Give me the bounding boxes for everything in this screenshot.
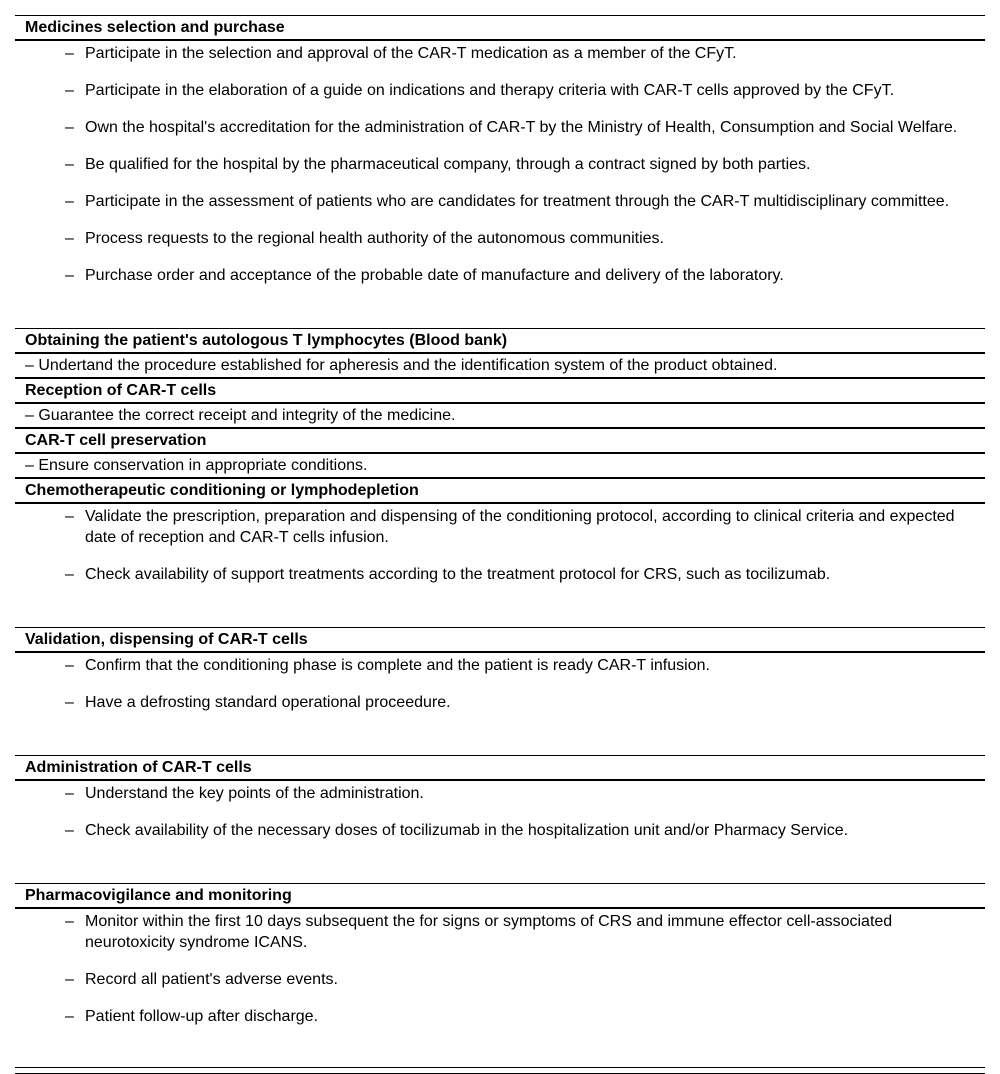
list-item <box>65 1006 985 1027</box>
section-spacer <box>15 302 985 328</box>
list-item-text: Have a defrosting standard operational proceedure. <box>85 694 451 711</box>
section <box>15 479 985 627</box>
list-item <box>65 911 985 953</box>
list-item-text: Monitor within the first 10 days subsequent the for signs or symptoms of CRS and immune effector cell-associated neurotoxicity syndrome ICANS. <box>85 913 893 951</box>
dash-list <box>15 506 985 585</box>
dash-bullet: – <box>65 566 74 583</box>
list-item-text: Patient follow-up after discharge. <box>85 1008 319 1025</box>
list-item-text: Own the hospital's accreditation for the administration of CAR-T by the Ministry of Health, Consumption and Social Welfare. <box>85 119 958 136</box>
section-heading: Chemotherapeutic conditioning or lymphodepletion <box>15 479 985 504</box>
list-item-text: Participate in the selection and approval of the CAR-T medication as a member of the CFyT. <box>85 45 737 62</box>
dash-bullet: – <box>65 45 74 62</box>
list-item <box>65 820 985 841</box>
list-item <box>65 506 985 548</box>
pharmacy-responsibilities-table <box>15 15 985 1074</box>
list-item-text: Process requests to the regional health authority of the autonomous communities. <box>85 230 664 247</box>
section-spacer <box>15 1043 985 1051</box>
list-item <box>65 655 985 676</box>
dash-bullet: – <box>65 822 74 839</box>
section <box>15 883 985 1051</box>
dash-bullet: – <box>65 508 74 525</box>
section-heading: Pharmacovigilance and monitoring <box>15 883 985 909</box>
section <box>15 379 985 429</box>
dash-bullet: – <box>65 971 74 988</box>
dash-bullet: – <box>65 119 74 136</box>
footer-rule-top <box>15 1067 985 1068</box>
section <box>15 755 985 883</box>
dash-bullet: – <box>65 267 74 284</box>
dash-list <box>15 655 985 713</box>
dash-bullet: – <box>65 1008 74 1025</box>
section-heading: Obtaining the patient's autologous T lymphocytes (Blood bank) <box>15 328 985 354</box>
list-item <box>65 692 985 713</box>
list-item <box>65 783 985 804</box>
list-item <box>65 117 985 138</box>
section-spacer <box>15 729 985 755</box>
dash-bullet: – <box>65 913 74 930</box>
list-item-text: Understand the key points of the administration. <box>85 785 424 802</box>
dash-bullet: – <box>65 82 74 99</box>
list-item <box>65 80 985 101</box>
list-item-text: Participate in the elaboration of a guide on indications and therapy criteria with CAR-T cells approved by the CFyT. <box>85 82 895 99</box>
dash-bullet: – <box>65 694 74 711</box>
section-spacer <box>15 857 985 883</box>
list-item-text: Purchase order and acceptance of the probable date of manufacture and delivery of the laboratory. <box>85 267 784 284</box>
dash-bullet: – <box>65 657 74 674</box>
list-item <box>65 191 985 212</box>
section-heading: Administration of CAR-T cells <box>15 755 985 781</box>
list-item <box>65 228 985 249</box>
list-item-text: Participate in the assessment of patients who are candidates for treatment through the CAR-T multidisciplinary committee. <box>85 193 950 210</box>
dash-bullet: – <box>65 156 74 173</box>
section <box>15 328 985 379</box>
section <box>15 429 985 479</box>
list-item-text: Check availability of support treatments according to the treatment protocol for CRS, such as tocilizumab. <box>85 566 831 583</box>
dash-bullet: – <box>65 193 74 210</box>
list-item-text: Validate the prescription, preparation and dispensing of the conditioning protocol, according to clinical criteria and expected date of reception and CAR-T cells infusion. <box>85 508 955 546</box>
section <box>15 15 985 328</box>
list-item-text: Record all patient's adverse events. <box>85 971 338 988</box>
dash-list <box>15 911 985 1027</box>
section-line: – Ensure conservation in appropriate conditions. <box>15 454 985 479</box>
dash-bullet: – <box>65 785 74 802</box>
section-line: – Undertand the procedure established for apheresis and the identification system of the product obtained. <box>15 354 985 379</box>
dash-list <box>15 783 985 841</box>
section-heading: CAR-T cell preservation <box>15 429 985 454</box>
section-heading: Validation, dispensing of CAR-T cells <box>15 627 985 653</box>
dash-bullet: – <box>65 230 74 247</box>
list-item <box>65 564 985 585</box>
dash-list <box>15 43 985 286</box>
list-item <box>65 154 985 175</box>
list-item <box>65 969 985 990</box>
section-spacer <box>15 601 985 627</box>
section-heading: Reception of CAR-T cells <box>15 379 985 404</box>
section <box>15 627 985 755</box>
section-heading: Medicines selection and purchase <box>15 15 985 41</box>
list-item-text: Be qualified for the hospital by the pharmaceutical company, through a contract signed by both parties. <box>85 156 811 173</box>
list-item <box>65 43 985 64</box>
list-item-text: Confirm that the conditioning phase is complete and the patient is ready CAR-T infusion. <box>85 657 710 674</box>
list-item <box>65 265 985 286</box>
list-item-text: Check availability of the necessary doses of tocilizumab in the hospitalization unit and/or Pharmacy Service. <box>85 822 849 839</box>
section-line: – Guarantee the correct receipt and integrity of the medicine. <box>15 404 985 429</box>
